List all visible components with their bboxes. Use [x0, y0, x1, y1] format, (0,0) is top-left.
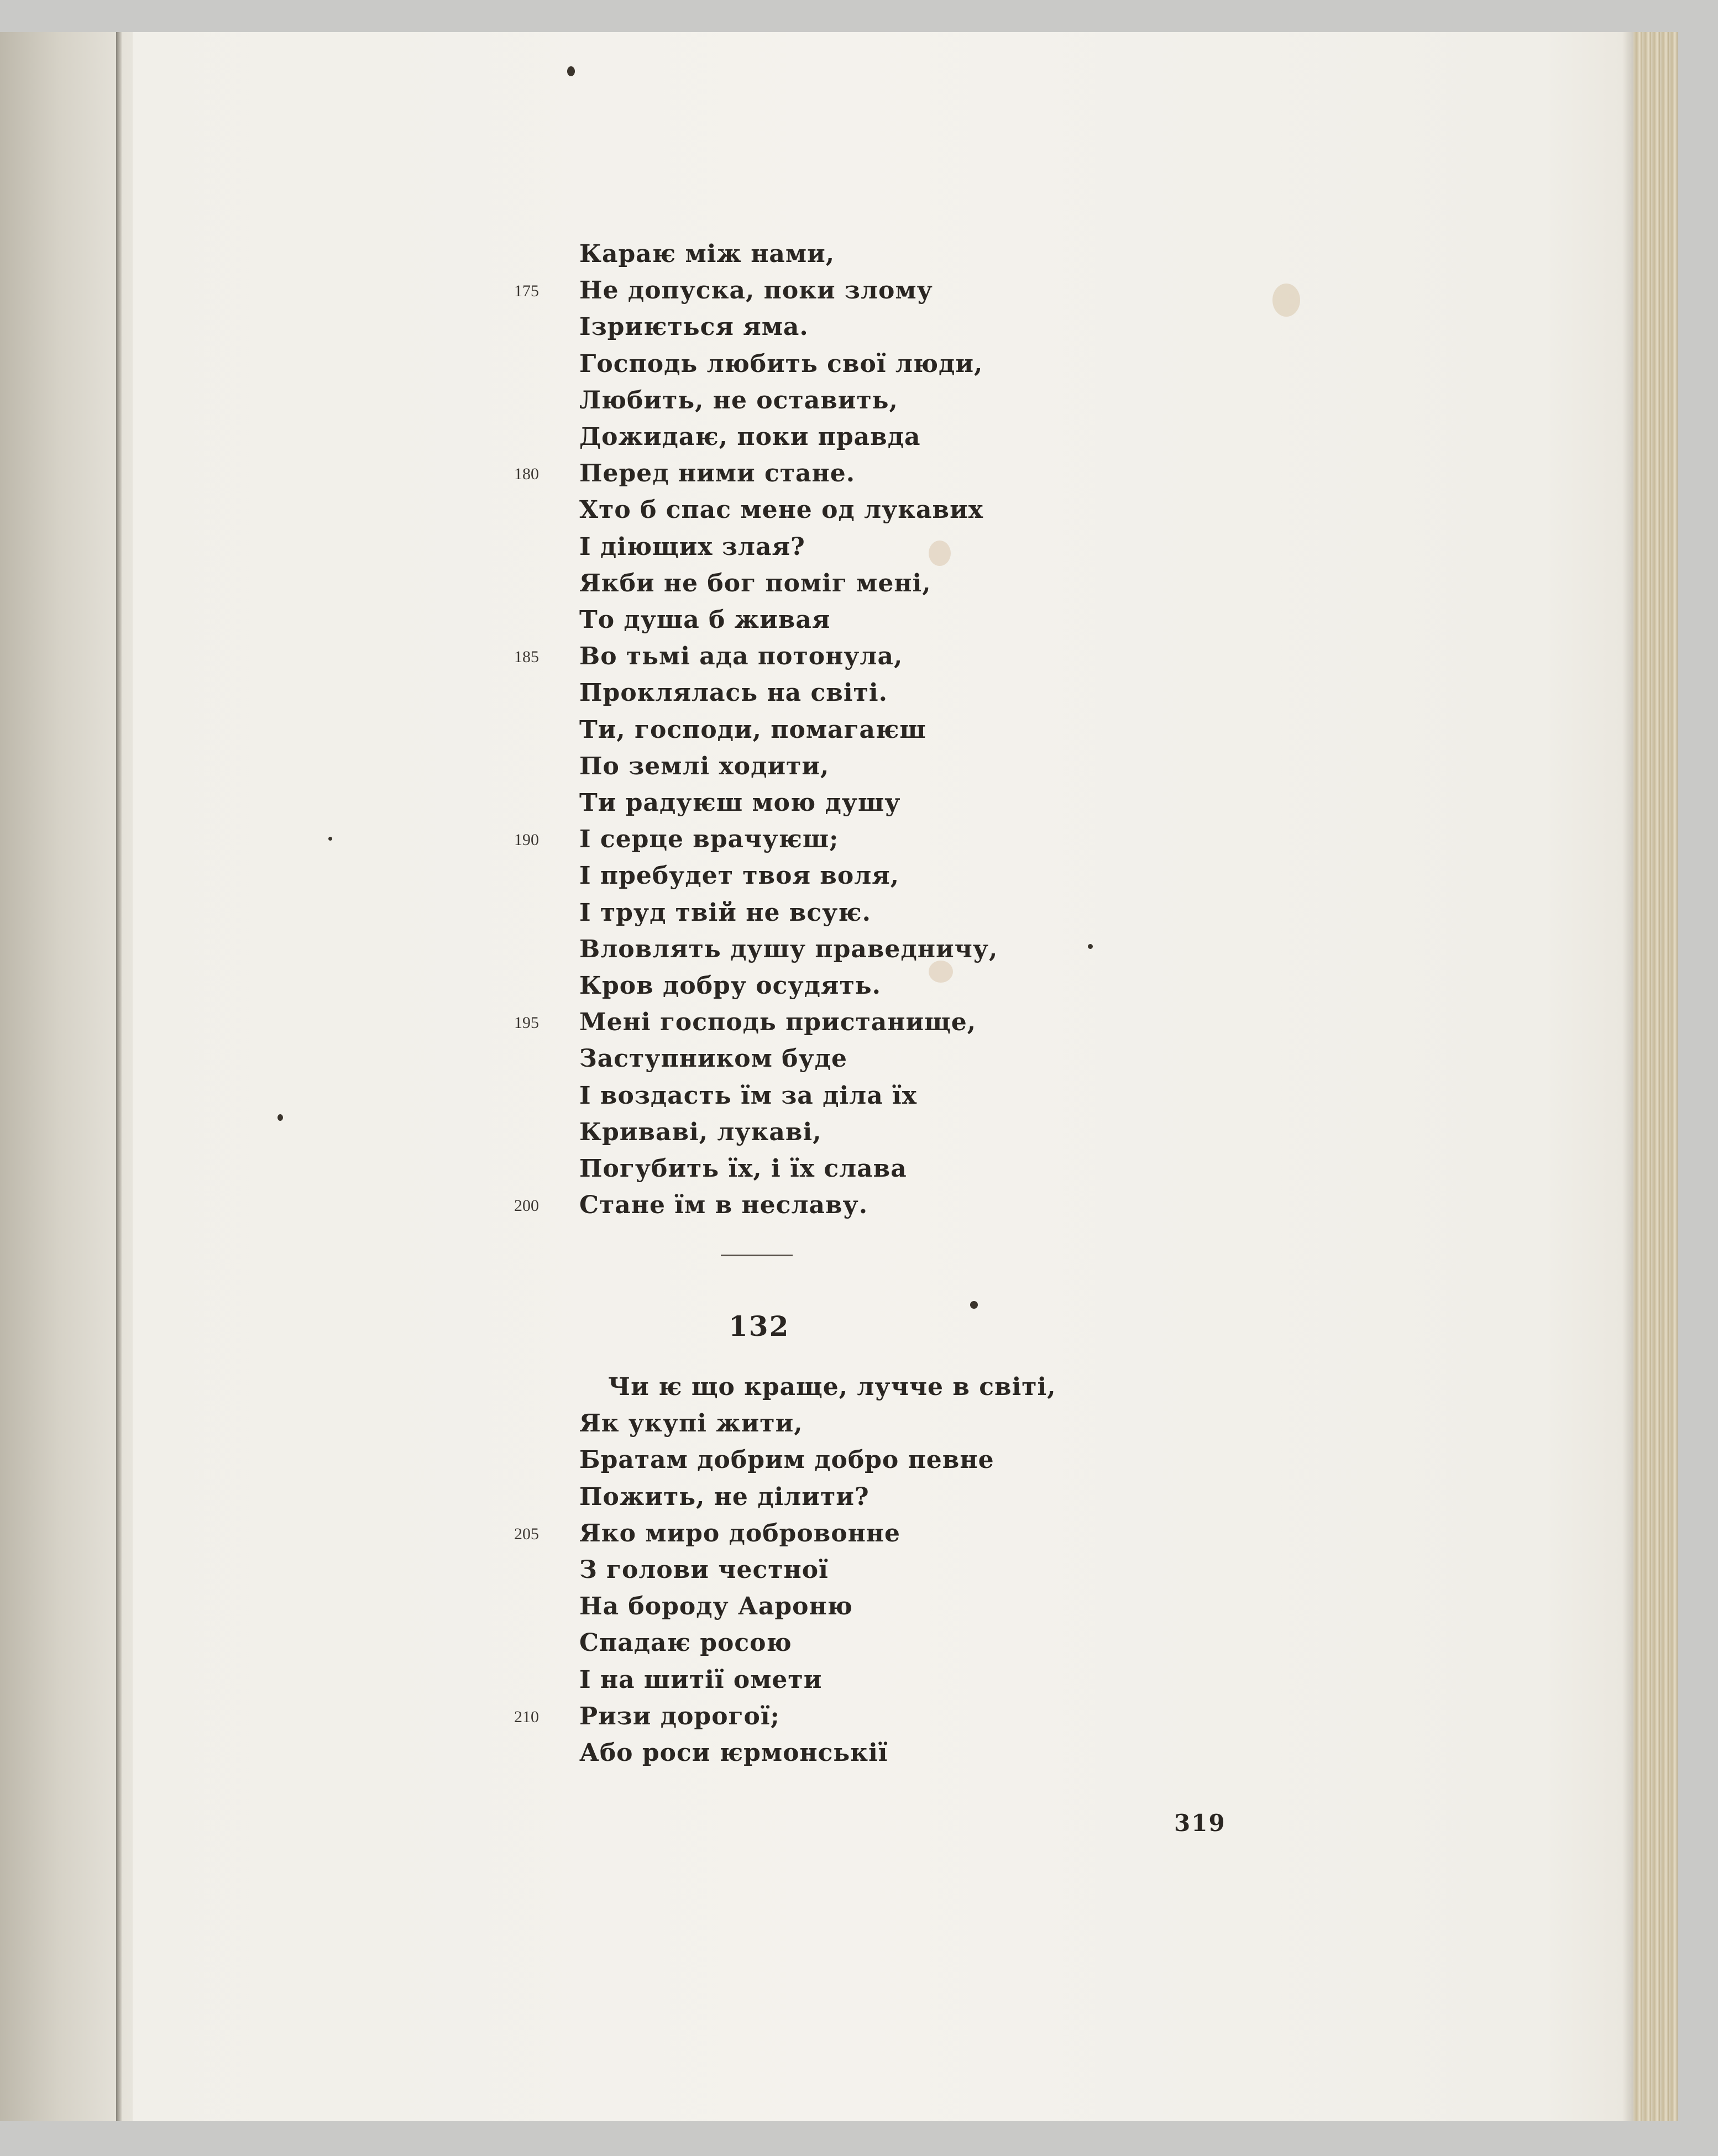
verse-line: Ізриѥться яма. — [579, 313, 809, 342]
verse-line: Караѥ між нами, — [579, 240, 835, 268]
verse-line: Не допуска, поки злому — [579, 276, 933, 305]
page-edge-shadow — [1622, 32, 1633, 2121]
verse-line: Во тьмі ада потонула, — [579, 642, 903, 671]
verse-line: Вловлять душу праведничу, — [579, 935, 998, 963]
verse-line: І труд твій не всуѥ. — [579, 898, 871, 927]
verse-line: Проклялась на світі. — [579, 679, 888, 707]
line-number: 205 — [514, 1524, 539, 1543]
verse-line: Спадаѥ росою — [579, 1629, 792, 1657]
verse-line: І діющих злая? — [579, 532, 805, 561]
paper-stain — [1272, 284, 1300, 317]
section-number: 132 — [729, 1310, 790, 1342]
verse-line: З голови честної — [579, 1556, 829, 1584]
line-number: 190 — [514, 831, 539, 849]
verse-line: Стане їм в неславу. — [579, 1191, 868, 1220]
verse-line: Кров добру осудять. — [579, 972, 881, 1000]
verse-line: Ризи дорогої; — [579, 1702, 780, 1730]
paper-stain — [929, 541, 951, 566]
ink-speck — [1088, 944, 1093, 949]
binding-shadow — [116, 32, 122, 2121]
verse-line: Криваві, лукаві, — [579, 1118, 822, 1146]
verse-line: Як укупі жити, — [579, 1409, 803, 1438]
verse-line: Заступником буде — [579, 1045, 848, 1073]
verse-line: Дожидаѥ, поки правда — [579, 423, 921, 451]
verse-line: Перед ними стане. — [579, 459, 856, 488]
line-number: 185 — [514, 648, 539, 667]
verse-line: Хто б спас мене од лукавих — [579, 496, 983, 524]
verse-line: Ти, господи, помагаѥш — [579, 715, 926, 744]
line-number: 200 — [514, 1197, 539, 1215]
paper-stain — [929, 961, 953, 983]
ink-speck — [277, 1114, 283, 1121]
verse-line: Погубить їх, і їх слава — [579, 1155, 907, 1183]
verse-line: Любить, не оставить, — [579, 386, 898, 415]
verse-line: Пожить, не ділити? — [579, 1482, 870, 1511]
verse-line: Братам добрим добро певне — [579, 1446, 994, 1475]
verse-line: І воздасть їм за діла їх — [579, 1081, 917, 1110]
line-number: 210 — [514, 1707, 539, 1726]
section-divider — [721, 1255, 793, 1256]
verse-line: По землі ходити, — [579, 752, 830, 780]
verse-line: І на шитії омети — [579, 1665, 823, 1694]
line-number: 180 — [514, 465, 539, 484]
verse-line: Ти радуѥш мою душу — [579, 789, 901, 817]
line-number: 175 — [514, 282, 539, 301]
ink-speck — [970, 1301, 978, 1309]
book-page — [0, 32, 1678, 2121]
ink-speck — [567, 66, 575, 76]
ink-speck — [328, 837, 332, 841]
verse-line: Або роси ѥрмонськії — [579, 1739, 888, 1767]
verse-line: Чи ѥ що краще, лучче в світі, — [608, 1373, 1056, 1401]
line-number: 195 — [514, 1014, 539, 1032]
page-gutter — [0, 32, 133, 2121]
verse-line: І пребудет твоя воля, — [579, 862, 900, 890]
page-number: 319 — [1174, 1809, 1226, 1837]
page-edges — [1633, 32, 1678, 2121]
verse-line: То душа б живая — [579, 606, 831, 634]
verse-line: Мені господь пристанище, — [579, 1008, 977, 1037]
verse-line: І серце врачуѥш; — [579, 825, 839, 854]
verse-line: На бороду Аароню — [579, 1592, 853, 1621]
verse-line: Яко миро добровонне — [579, 1519, 900, 1548]
verse-line: Якби не бог поміг мені, — [579, 569, 931, 597]
verse-line: Господь любить свої люди, — [579, 349, 983, 378]
